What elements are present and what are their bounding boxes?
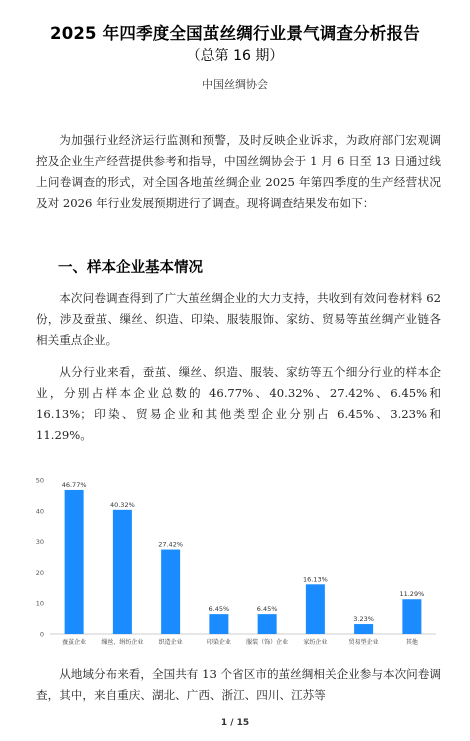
report-issue-number: （总第 16 期） [186,48,284,64]
bar-data-label: 11.29% [399,590,425,599]
bar-data-label: 6.45% [256,605,278,614]
y-tick-label: 30 [35,538,44,547]
x-category-label: 服装（饰）企业 [246,639,289,646]
report-title: 2025 年四季度全国茧丝绸行业景气调查分析报告 [50,24,420,43]
bar [258,614,277,634]
bar [209,614,228,634]
y-tick-label: 20 [35,568,44,577]
section-1-heading: 一、样本企业基本情况 [58,260,203,276]
intro-paragraph: 为加强行业经济运行监测和预警，及时反映企业诉求，为政府部门宏观调控及企业生产经营提供参考和指导，中国丝绸协会于 1 月 6 日至 13 日通过线上问卷调查的形式，对全国各地茧丝绸企业 2025 年第四季度的生产经营状况及对 2026 年行业发展预期进行了调查。现将调查结果发布如下： [36,133,441,210]
x-category-label: 贸易型企业 [348,639,379,646]
bar [354,624,373,634]
y-tick-label: 50 [35,476,44,485]
x-category-label: 缫丝、绢纺企业 [101,639,144,646]
bar-data-label: 27.42% [158,540,184,549]
bar [402,599,421,634]
bar-data-label: 46.77% [61,480,87,489]
bar [161,550,180,634]
y-tick-label: 40 [35,507,44,516]
x-category-label: 其他 [405,639,418,646]
bar-data-label: 40.32% [109,500,135,509]
section-1-paragraph-2: 从分行业来看，蚕茧、缫丝、织造、服装、家纺等五个细分行业的样本企业，分别占样本企业总数的 46.77%、40.32%、27.42%、6.45%和 16.13%；印染、贸易企业和其他类型企业分别占 6.45%、3.23%和 11.29%。 [36,365,441,442]
section-1-paragraph-3: 从地域分布来看，全国共有 13 个省区市的茧丝绸相关企业参与本次问卷调查，其中，来自重庆、湖北、广西、浙江、四川、江苏等 [36,667,441,702]
x-category-label: 织造企业 [158,639,183,646]
x-category-label: 家纺企业 [303,639,328,646]
y-tick-label: 10 [35,599,44,608]
x-category-label: 蚕茧企业 [62,639,87,646]
publisher-name: 中国丝绸协会 [202,78,268,91]
section-1-paragraph-1: 本次问卷调查得到了广大茧丝绸企业的大力支持，共收到有效问卷材料 62 份，涉及蚕茧、缫丝、织造、印染、服装服饰、家纺、贸易等茧丝绸产业链各相关重点企业。 [36,291,441,347]
bar-data-label: 6.45% [208,605,230,614]
industry-share-bar-chart [28,470,442,658]
x-category-label: 印染企业 [206,639,231,646]
bar [306,584,325,634]
y-tick-label: 0 [39,630,44,639]
page-number: 1 / 15 [220,718,250,728]
bar [65,490,84,634]
bar-data-label: 3.23% [353,615,374,624]
bar-data-label: 16.13% [302,575,328,584]
bar [113,510,132,634]
